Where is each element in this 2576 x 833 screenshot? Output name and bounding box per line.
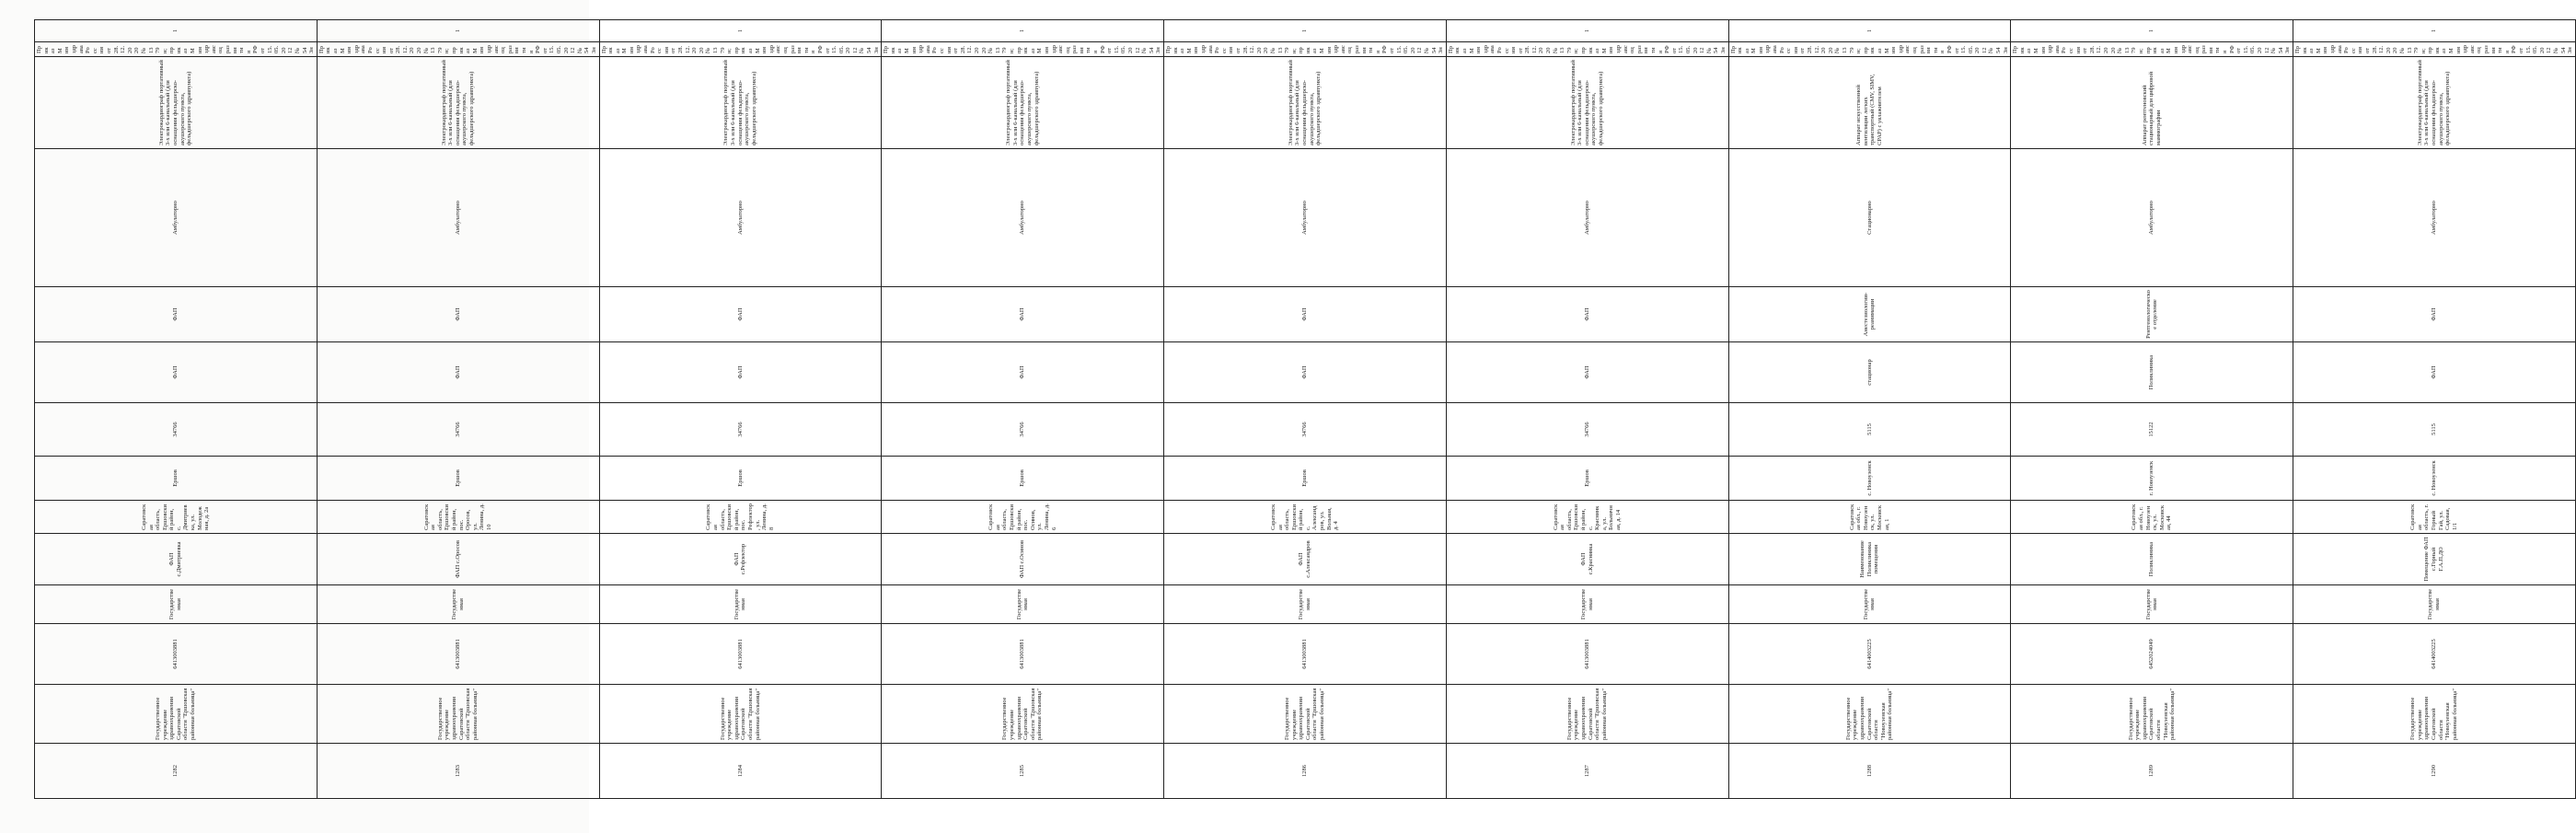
locality-cell: с. Новоузенск: [2293, 457, 2576, 501]
id-cell: 1289: [2011, 744, 2293, 799]
unit-type-cell: ФАП: [599, 342, 882, 403]
department-cell: ФАП: [1164, 287, 1447, 342]
unit-type-cell: ФАП: [317, 342, 599, 403]
id-cell: 1290: [2293, 744, 2576, 799]
locality-cell: Ершов: [317, 457, 599, 501]
id-cell: 1284: [599, 744, 882, 799]
equipment-cell: Электрокардиограф портативный 3-х или 6-канальный (для оснащения фельдшерско-акушерского пункта, фельдшерского здравпункта): [882, 57, 1164, 149]
table-row: [882, 20, 1164, 799]
order-cell: Приказ Минздрава России от 28.12.2020 № 1379н; приказ Минздравсоцразвития РФ от 15.05.2012 № 543н: [1728, 42, 2011, 57]
qty-cell: 1: [1446, 20, 1728, 42]
care-cell: Стационарно: [1728, 149, 2011, 287]
qty-cell: 1: [2011, 20, 2293, 42]
inn-cell: 6413003881: [1164, 624, 1447, 685]
id-cell: 1285: [882, 744, 1164, 799]
qty-cell: 1: [1728, 20, 2011, 42]
address-cell: Саратовская обл., г. Новоузенск, ул. Московская, 44: [2011, 501, 2293, 534]
qty-cell: 1: [317, 20, 599, 42]
id-cell: 1286: [1164, 744, 1447, 799]
order-cell: Приказ Минздрава России от 28.12.2020 № 1379н; приказ Минздравсоцразвития РФ от 15.05.2012 № 543н: [35, 42, 318, 57]
equipment-cell: Электрокардиограф портативный 3-х или 6-канальный (для оснащения фельдшерско-акушерского пункта, фельдшерского здравпункта): [1164, 57, 1447, 149]
inn-cell: 6414003225: [2293, 624, 2576, 685]
order-cell: Приказ Минздрава России от 28.12.2020 № 1379н; приказ Минздравсоцразвития РФ от 15.05.2012 № 543н: [599, 42, 882, 57]
name-cell: ФАП с.Оросов: [317, 534, 599, 585]
id-cell: 1287: [1446, 744, 1728, 799]
id-cell: 1283: [317, 744, 599, 799]
locality-cell: Ершов: [1446, 457, 1728, 501]
qty-cell: 1: [1164, 20, 1447, 42]
org-cell: Государственное учреждение здравоохранения Саратовской области "Ершовская районная больница": [35, 685, 318, 744]
inn-cell: 6414003225: [1728, 624, 2011, 685]
org-cell: Государственное учреждение здравоохранения Саратовской области "Ершовская районная больница": [599, 685, 882, 744]
address-cell: Саратовская область, Ершовский район, с. Александров, ул. Вольная, д. 4: [1164, 501, 1447, 534]
code-cell: 34766: [1164, 403, 1447, 457]
address-cell: Саратовская область, Ершовский район, пос. Рефлектор, ул. Ленина, д. 8: [599, 501, 882, 534]
care-cell: Амбулаторно: [882, 149, 1164, 287]
table-row: [1446, 20, 1728, 799]
address-cell: Саратовская область, Ершовский район, пос. Оросов, ул. Ленина, д. 10: [317, 501, 599, 534]
locality-cell: Ершов: [35, 457, 318, 501]
equipment-cell: Электрокардиограф портативный 3-х или 6-канальный (для оснащения фельдшерско-акушерского пункта, фельдшерского здравпункта): [2293, 57, 2576, 149]
qty-cell: 1: [35, 20, 318, 42]
equipment-cell: Электрокардиограф портативный 3-х или 6-канальный (для оснащения фельдшерско-акушерского пункта, фельдшерского здравпункта): [317, 57, 599, 149]
qty-cell: 1: [882, 20, 1164, 42]
inn-cell: 6413003881: [599, 624, 882, 685]
locality-cell: Ершов: [1164, 457, 1447, 501]
equipment-cell: Электрокардиограф портативный 3-х или 6-канальный (для оснащения фельдшерско-акушерского пункта, фельдшерского здравпункта): [1446, 57, 1728, 149]
name-cell: Помещение ФАП с.Горный Г.А.П.ДО: [2293, 534, 2576, 585]
code-cell: 5115: [2293, 403, 2576, 457]
care-cell: Амбулаторно: [317, 149, 599, 287]
order-cell: Приказ Минздрава России от 28.12.2020 № 1379н; приказ Минздравсоцразвития РФ от 15.05.2012 № 543н: [2011, 42, 2293, 57]
code-cell: 34766: [35, 403, 318, 457]
equipment-table: [34, 19, 2576, 799]
org-cell: Государственное учреждение здравоохранения Саратовской области "Новоузенская районная больница": [1728, 685, 2011, 744]
address-cell: Саратовская обл., г. Новоузенск, ул. Московская, 1: [1728, 501, 2011, 534]
ownership-cell: Государственная: [882, 585, 1164, 624]
code-cell: 15122: [2011, 403, 2293, 457]
department-cell: ФАП: [1446, 287, 1728, 342]
locality-cell: с. Новоузенск: [1728, 457, 2011, 501]
unit-type-cell: ФАП: [1446, 342, 1728, 403]
care-cell: Амбулаторно: [1164, 149, 1447, 287]
code-cell: 34766: [317, 403, 599, 457]
locality-cell: Ершов: [599, 457, 882, 501]
unit-type-cell: ФАП: [882, 342, 1164, 403]
care-cell: Амбулаторно: [1446, 149, 1728, 287]
order-cell: Приказ Минздрава России от 28.12.2020 № 1379н; приказ Минздравсоцразвития РФ от 15.05.2012 № 543н: [1446, 42, 1728, 57]
department-cell: ФАП: [599, 287, 882, 342]
locality-cell: Ершов: [882, 457, 1164, 501]
locality-cell: г. Новоузенск: [2011, 457, 2293, 501]
qty-cell: 1: [2293, 20, 2576, 42]
equipment-cell: Электрокардиограф портативный 3-х или 6-канальный (для оснащения фельдшерско-акушерского пункта, фельдшерского здравпункта): [599, 57, 882, 149]
order-cell: Приказ Минздрава России от 28.12.2020 № 1379н; приказ Минздравсоцразвития РФ от 15.05.2012 № 543н: [1164, 42, 1447, 57]
order-cell: Приказ Минздрава России от 28.12.2020 № 1379н; приказ Минздравсоцразвития РФ от 15.05.2012 № 543н: [882, 42, 1164, 57]
address-cell: Саратовская область, Ершовский район, с. Краснянка, ул. Больничная, д. 14: [1446, 501, 1728, 534]
id-cell: 1288: [1728, 744, 2011, 799]
code-cell: 34766: [1446, 403, 1728, 457]
unit-type-cell: Поликлиника: [2011, 342, 2293, 403]
name-cell: Наименование Поликлиника помещения: [1728, 534, 2011, 585]
ownership-cell: Государственная: [1446, 585, 1728, 624]
department-cell: ФАП: [2293, 287, 2576, 342]
code-cell: 34766: [882, 403, 1164, 457]
table-row: [1164, 20, 1447, 799]
ownership-cell: Государственная: [1164, 585, 1447, 624]
table-row: [35, 20, 318, 799]
ownership-cell: Государственная: [1728, 585, 2011, 624]
equipment-cell: Аппарат искусственной вентиляции легких транспортный (CMV, SIMV, CPAP) с увлажнителем: [1728, 57, 2011, 149]
table-row: [1728, 20, 2011, 799]
care-cell: Амбулаторно: [2293, 149, 2576, 287]
department-cell: Анестезиологии-реанимации: [1728, 287, 2011, 342]
unit-type-cell: стационар: [1728, 342, 2011, 403]
care-cell: Амбулаторно: [35, 149, 318, 287]
table-row: [2293, 20, 2576, 799]
unit-type-cell: ФАП: [1164, 342, 1447, 403]
address-cell: Саратовская область, г. Горный Гай, ул. Садовая, 1/1: [2293, 501, 2576, 534]
code-cell: 5115: [1728, 403, 2011, 457]
order-cell: Приказ Минздрава России от 28.12.2020 № 1379н; приказ Минздравсоцразвития РФ от 15.05.2012 № 543н: [2293, 42, 2576, 57]
ownership-cell: Государственная: [317, 585, 599, 624]
table-row: [317, 20, 599, 799]
table-row: [599, 20, 882, 799]
id-cell: 1282: [35, 744, 318, 799]
org-cell: Государственное учреждение здравоохранения Саратовской области "Новоузенская районная больница": [2293, 685, 2576, 744]
name-cell: ФАП с.Дмитриевка: [35, 534, 318, 585]
name-cell: ФАП с.Осинов: [882, 534, 1164, 585]
equipment-cell: Аппарат рентгеновский стационарный для цифровой маммографии: [2011, 57, 2293, 149]
ownership-cell: Государственная: [2011, 585, 2293, 624]
unit-type-cell: ФАП: [2293, 342, 2576, 403]
inn-cell: 6452024049: [2011, 624, 2293, 685]
org-cell: Государственное учреждение здравоохранения Саратовской области "Ершовская районная больница": [317, 685, 599, 744]
table-row: [2011, 20, 2293, 799]
org-cell: Государственное учреждение здравоохранения Саратовской области "Новоузенская районная больница": [2011, 685, 2293, 744]
rotated-table-wrapper: [34, 29, 2574, 799]
qty-cell: 1: [599, 20, 882, 42]
inn-cell: 6413003881: [882, 624, 1164, 685]
name-cell: Поликлиника: [2011, 534, 2293, 585]
department-cell: ФАП: [317, 287, 599, 342]
care-cell: Амбулаторно: [599, 149, 882, 287]
unit-type-cell: ФАП: [35, 342, 318, 403]
inn-cell: 6413003881: [1446, 624, 1728, 685]
care-cell: Амбулаторно: [2011, 149, 2293, 287]
org-cell: Государственное учреждение здравоохранения Саратовской области "Ершовская районная больница": [882, 685, 1164, 744]
equipment-cell: Электрокардиограф портативный 3-х или 6-канальный (для оснащения фельдшерско-акушерского пункта, фельдшерского здравпункта): [35, 57, 318, 149]
address-cell: Саратовская область, Ершовский район, пос. Осинов, ул. Ленина, д. 6: [882, 501, 1164, 534]
ownership-cell: Государственная: [35, 585, 318, 624]
ownership-cell: Государственная: [599, 585, 882, 624]
ownership-cell: Государственная: [2293, 585, 2576, 624]
department-cell: Рентгенологическое отделение: [2011, 287, 2293, 342]
name-cell: ФАП с.Краснянка: [1446, 534, 1728, 585]
inn-cell: 6413003881: [35, 624, 318, 685]
name-cell: ФАП с.Александров: [1164, 534, 1447, 585]
inn-cell: 6413003881: [317, 624, 599, 685]
name-cell: ФАП с.Рефлектор: [599, 534, 882, 585]
department-cell: ФАП: [882, 287, 1164, 342]
order-cell: Приказ Минздрава России от 28.12.2020 № 1379н; приказ Минздравсоцразвития РФ от 15.05.2012 № 543н: [317, 42, 599, 57]
code-cell: 34766: [599, 403, 882, 457]
address-cell: Саратовская область, Ершовский район, с. Дмитриевка, ул. Молодежная, д. 2а: [35, 501, 318, 534]
org-cell: Государственное учреждение здравоохранения Саратовской области "Ершовская районная больница": [1164, 685, 1447, 744]
department-cell: ФАП: [35, 287, 318, 342]
org-cell: Государственное учреждение здравоохранения Саратовской области "Ершовская районная больница": [1446, 685, 1728, 744]
